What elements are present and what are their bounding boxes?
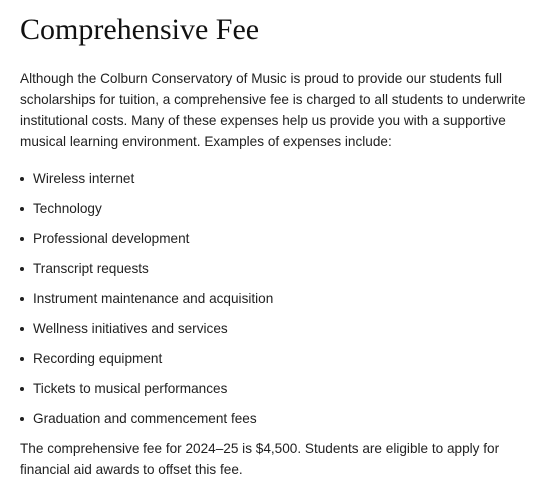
list-item-label: Wellness initiatives and services xyxy=(33,321,228,336)
fee-paragraph: The comprehensive fee for 2024–25 is $4,500. Students are eligible to apply for financial aid awards to offset this fee. xyxy=(20,441,500,477)
list-item xyxy=(20,198,545,219)
list-item xyxy=(20,318,545,339)
expenses-list xyxy=(20,168,545,429)
list-item xyxy=(20,348,545,369)
bullet-icon xyxy=(20,237,24,241)
list-item-label: Graduation and commencement fees xyxy=(33,411,257,426)
list-item-label: Technology xyxy=(33,201,102,216)
bullet-icon xyxy=(20,327,24,331)
bullet-icon xyxy=(20,387,24,391)
list-item-label: Transcript requests xyxy=(33,261,149,276)
bullet-icon xyxy=(20,357,24,361)
list-item-label: Professional development xyxy=(33,231,190,246)
bullet-icon xyxy=(20,297,24,301)
intro-paragraph: Although the Colburn Conservatory of Music is proud to provide our students full scholarships for tuition, a comprehensive fee is charged to all students to underwrite institutional costs. Many of these expenses help us provide you with a supportive musical learning environment. Examples of expenses include: xyxy=(20,71,526,149)
list-item xyxy=(20,288,545,309)
list-item xyxy=(20,258,545,279)
list-item xyxy=(20,228,545,249)
list-item-label: Instrument maintenance and acquisition xyxy=(33,291,274,306)
list-item xyxy=(20,168,545,189)
list-item-label: Wireless internet xyxy=(33,171,135,186)
list-item-label: Recording equipment xyxy=(33,351,163,366)
bullet-icon xyxy=(20,267,24,271)
page-title: Comprehensive Fee xyxy=(20,13,260,46)
bullet-icon xyxy=(20,177,24,181)
main-content xyxy=(20,0,545,480)
list-item xyxy=(20,408,545,429)
list-item xyxy=(20,378,545,399)
list-item-label: Tickets to musical performances xyxy=(33,381,228,396)
bullet-icon xyxy=(20,417,24,421)
bullet-icon xyxy=(20,207,24,211)
